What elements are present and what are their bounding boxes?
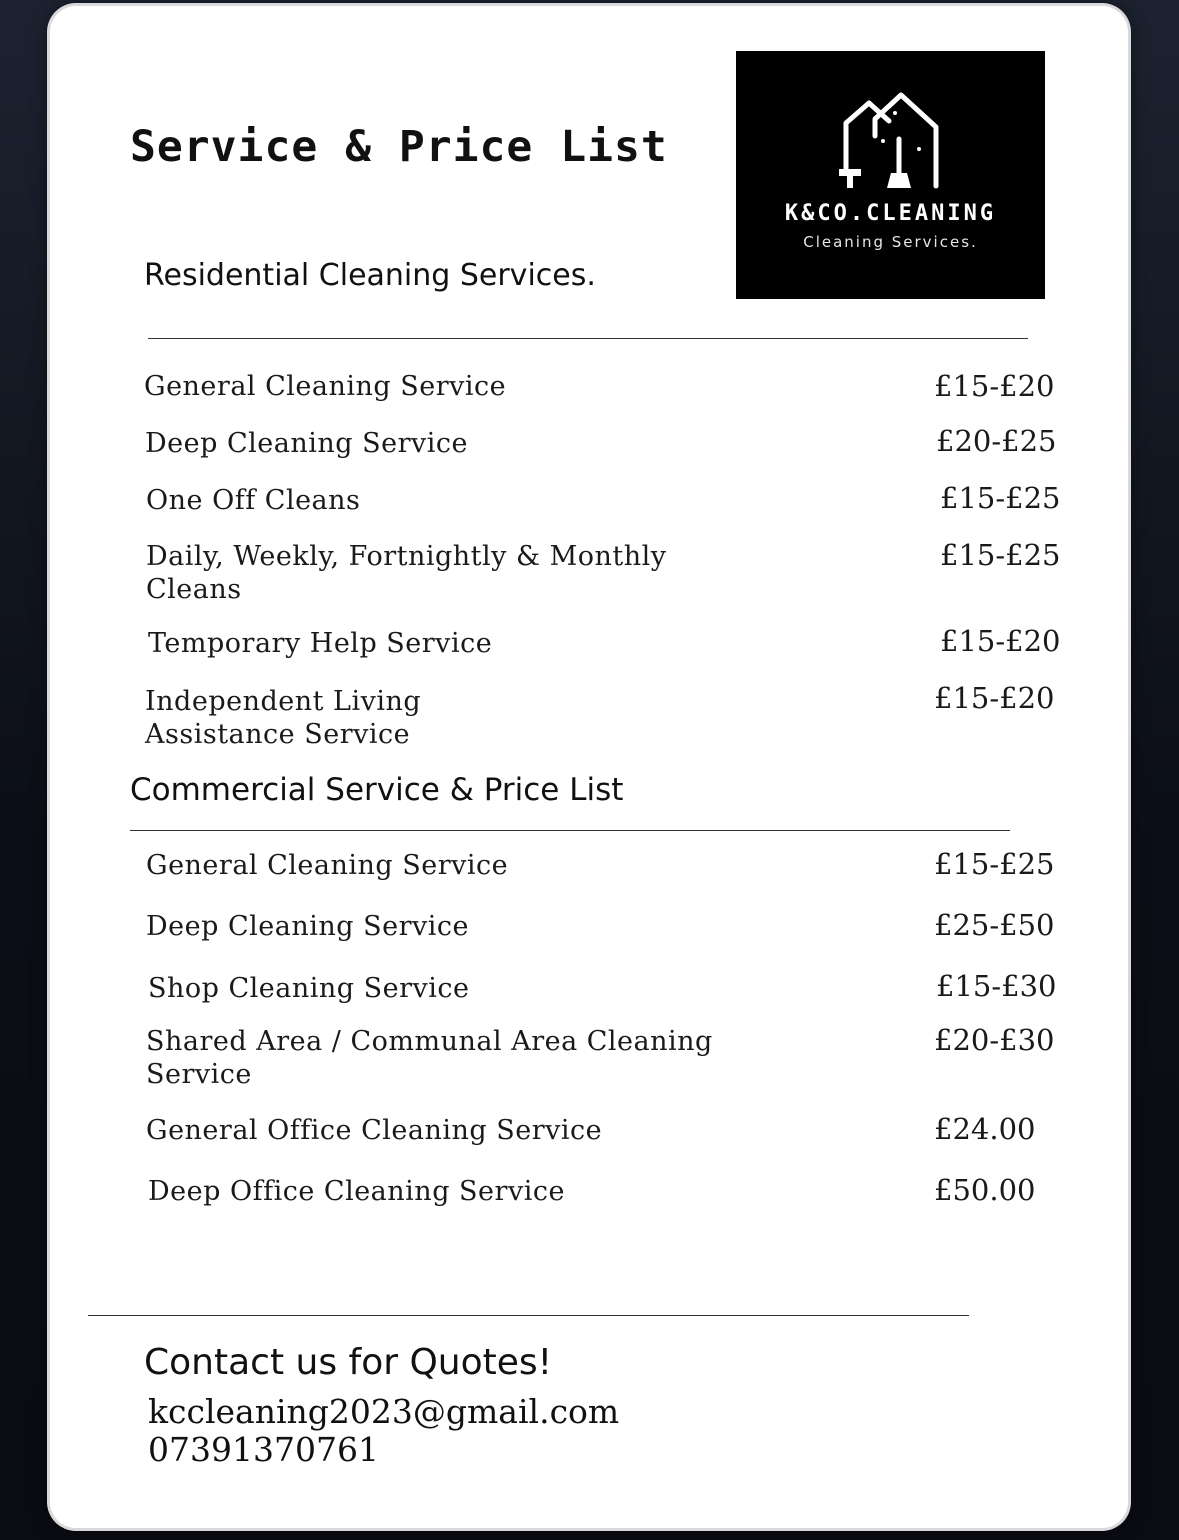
residential-item-name: Deep Cleaning Service — [145, 428, 468, 459]
commercial-divider — [130, 830, 1010, 831]
residential-item-price: £15-£25 — [940, 481, 1061, 515]
logo-brand-name: K&CO.CLEANING — [784, 201, 997, 226]
commercial-heading: Commercial Service & Price List — [130, 772, 624, 808]
company-logo — [736, 51, 1045, 299]
commercial-item-name: General Cleaning Service — [146, 850, 509, 881]
residential-divider — [148, 338, 1028, 339]
commercial-item-name: Deep Cleaning Service — [146, 911, 469, 942]
commercial-item-name: Deep Office Cleaning Service — [148, 1176, 565, 1207]
contact-email[interactable]: kccleaning2023@gmail.com — [148, 1392, 620, 1431]
commercial-item-price: £50.00 — [934, 1173, 1036, 1207]
commercial-item-price: £15-£25 — [934, 847, 1055, 881]
residential-item-name: Independent Living Assistance Service — [145, 686, 422, 750]
house-broom-icon — [831, 91, 951, 191]
residential-item-price: £15-£20 — [934, 681, 1055, 715]
commercial-item-name: Shop Cleaning Service — [148, 973, 470, 1004]
logo-tagline: Cleaning Services. — [803, 233, 978, 251]
residential-item-price: £15-£20 — [940, 624, 1061, 658]
residential-item-name: One Off Cleans — [146, 485, 361, 516]
residential-item-name: General Cleaning Service — [144, 371, 507, 402]
commercial-item-price: £20-£30 — [934, 1023, 1055, 1057]
commercial-item-name: Shared Area / Communal Area Cleaning Service — [146, 1026, 713, 1090]
commercial-item-price: £25-£50 — [934, 908, 1055, 942]
residential-heading: Residential Cleaning Services. — [144, 258, 596, 293]
contact-divider — [88, 1315, 969, 1316]
page-title: Service & Price List — [130, 122, 668, 172]
residential-item-name: Temporary Help Service — [148, 628, 493, 659]
price-list-page — [50, 6, 1128, 1528]
commercial-item-price: £24.00 — [934, 1112, 1036, 1146]
residential-item-price: £15-£25 — [940, 538, 1061, 572]
residential-item-price: £20-£25 — [936, 424, 1057, 458]
contact-phone[interactable]: 07391370761 — [148, 1430, 379, 1469]
residential-item-price: £15-£20 — [934, 369, 1055, 403]
contact-heading: Contact us for Quotes! — [144, 1342, 553, 1383]
residential-item-name: Daily, Weekly, Fortnightly & Monthly Cleans — [146, 541, 667, 605]
commercial-item-name: General Office Cleaning Service — [146, 1115, 603, 1146]
commercial-item-price: £15-£30 — [936, 969, 1057, 1003]
